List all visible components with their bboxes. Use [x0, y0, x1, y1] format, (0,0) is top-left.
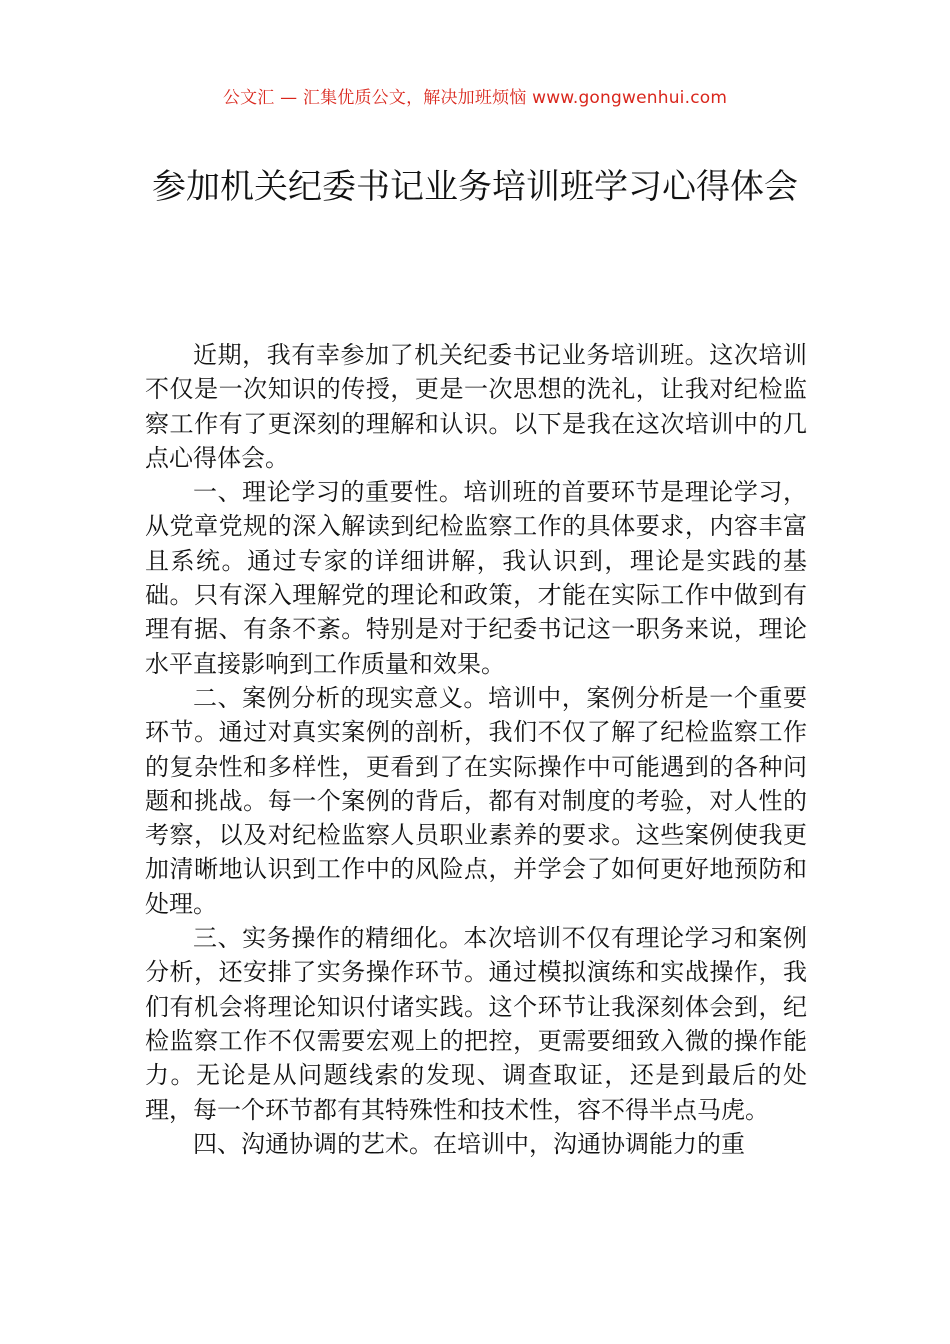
- document-body: [145, 338, 807, 1161]
- header-banner: 公文汇 — 汇集优质公文，解决加班烦恼 www.gongwenhui.com: [222, 88, 728, 108]
- document-title: 参加机关纪委书记业务培训班学习心得体会: [152, 167, 798, 207]
- paragraph-practice: 三、实务操作的精细化。本次培训不仅有理论学习和案例分析，还安排了实务操作环节。通过模拟演练和实战操作，我们有机会将理论知识付诸实践。这个环节让我深刻体会到，纪检监察工作不仅需要宏观上的把控，更需要细致入微的操作能力。无论是从问题线索的发现、调查取证，还是到最后的处理，每一个环节都有其特殊性和技术性，容不得半点马虎。: [145, 924, 807, 1124]
- paragraph-case-analysis: 二、案例分析的现实意义。培训中，案例分析是一个重要环节。通过对真实案例的剖析，我们不仅了解了纪检监察工作的复杂性和多样性，更看到了在实际操作中可能遇到的各种问题和挑战。每一个案例的背后，都有对制度的考验，对人性的考察，以及对纪检监察人员职业素养的要求。这些案例使我更加清晰地认识到工作中的风险点，并学会了如何更好地预防和处理。: [145, 683, 807, 918]
- paragraph-intro: 近期，我有幸参加了机关纪委书记业务培训班。这次培训不仅是一次知识的传授，更是一次思想的洗礼，让我对纪检监察工作有了更深刻的理解和认识。以下是我在这次培训中的几点心得体会。: [145, 341, 807, 472]
- paragraph-communication: 四、沟通协调的艺术。在培训中，沟通协调能力的重: [193, 1129, 745, 1158]
- paragraph-theory: 一、理论学习的重要性。培训班的首要环节是理论学习，从党章党规的深入解读到纪检监察工作的具体要求，内容丰富且系统。通过专家的详细讲解，我认识到，理论是实践的基础。只有深入理解党的理论和政策，才能在实际工作中做到有理有据、有条不紊。特别是对于纪委书记这一职务来说，理论水平直接影响到工作质量和效果。: [145, 478, 807, 678]
